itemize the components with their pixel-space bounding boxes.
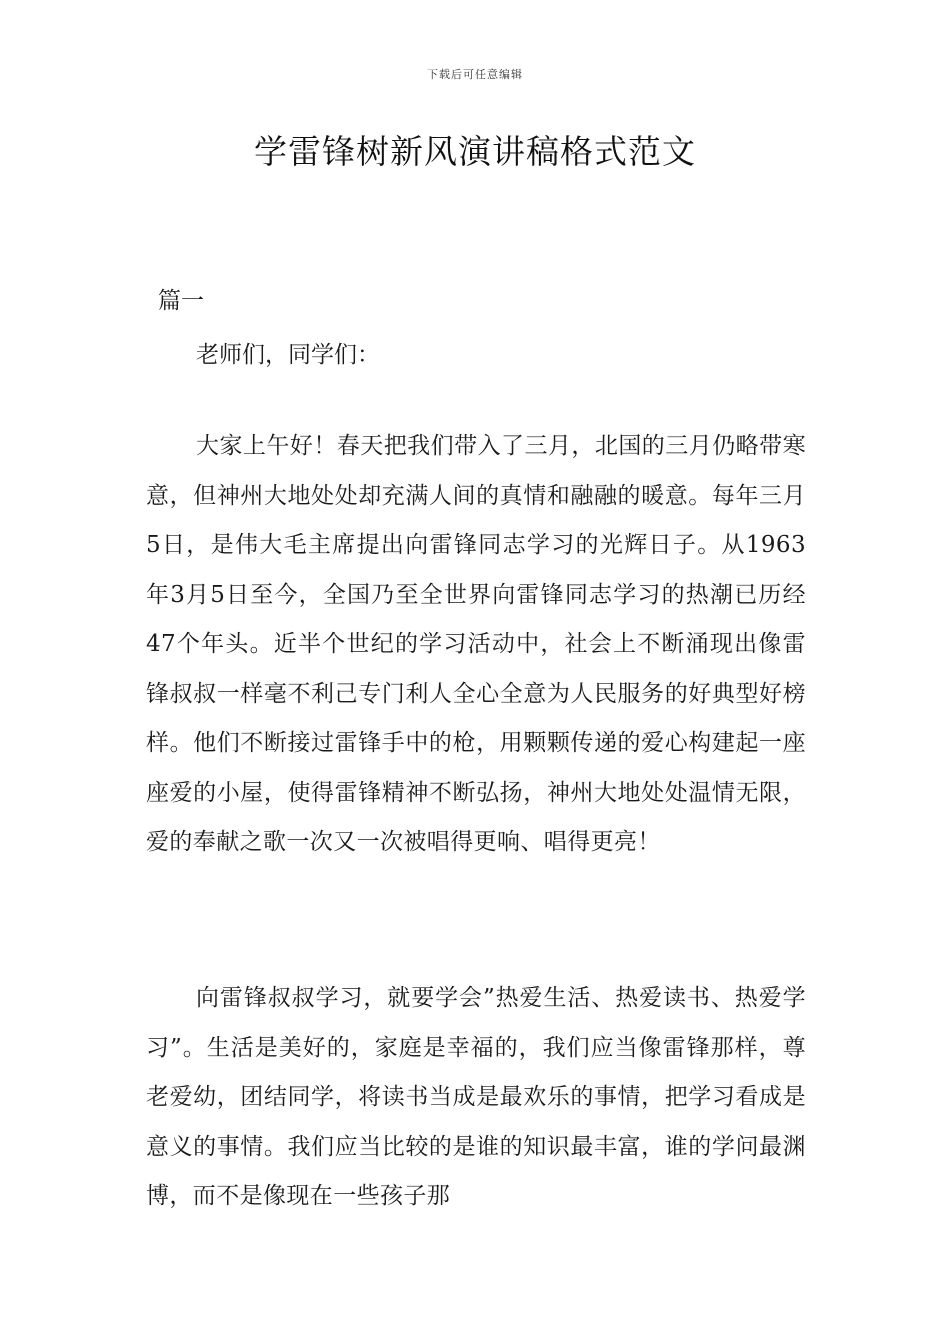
salutation: 老师们，同学们： [196, 342, 380, 368]
body-paragraph-2: 向雷锋叔叔学习，就要学会”热爱生活、热爱读书、热爱学习”。生活是美好的，家庭是幸福的，我们应当像雷锋那样，尊老爱幼，团结同学，将读书当成是最欢乐的事情，把学习看成是意义的事情。我们应当比较的是谁的知识最丰富，谁的学问最渊博，而不是像现在一些孩子那 [146, 985, 806, 1209]
document-title: 学雷锋树新风演讲稿格式范文 [254, 132, 696, 171]
body-paragraph-1: 大家上午好！春天把我们带入了三月，北国的三月仍略带寒意，但神州大地处处却充满人间的真情和融融的暖意。每年三月5日，是伟大毛主席提出向雷锋同志学习的光辉日子。从1963年3月5日至今，全国乃至全世界向雷锋同志学习的热潮已历经47个年头。近半个世纪的学习活动中，社会上不断涌现出像雷锋叔叔一样毫不利己专门利人全心全意为人民服务的好典型好榜样。他们不断接过雷锋手中的枪，用颗颗传递的爱心构建起一座座爱的小屋，使得雷锋精神不断弘扬，神州大地处处温情无限，爱的奉献之歌一次又一次被唱得更响、唱得更亮！ [146, 433, 806, 855]
header-note: 下载后可任意编辑 [427, 68, 523, 81]
section-label: 篇一 [158, 288, 204, 314]
